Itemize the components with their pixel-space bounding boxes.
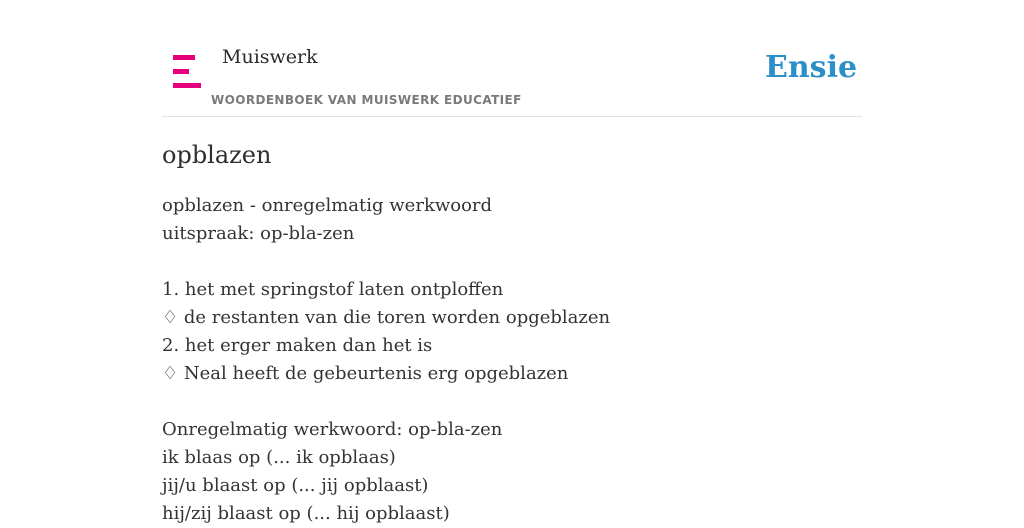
entry-line: ♢ de restanten van die toren worden opgeblazen <box>162 307 611 328</box>
muiswerk-logo-icon[interactable] <box>173 55 201 88</box>
entry-line <box>162 388 862 416</box>
entry-line <box>162 248 862 276</box>
logo-bar-bottom <box>173 83 201 88</box>
entry-line: 2. het erger maken dan het is <box>162 335 433 356</box>
entry-line: opblazen - onregelmatig werkwoord <box>162 195 493 216</box>
page-title: opblazen <box>162 141 272 169</box>
entry-content <box>162 138 862 528</box>
logo-bar-top <box>173 55 195 60</box>
entry-line: jij/u blaast op (... jij opblaast) <box>162 475 429 496</box>
site-header <box>162 0 862 117</box>
entry-line: ♢ Neal heeft de gebeurtenis erg opgeblazen <box>162 363 569 384</box>
logo-bar-middle <box>173 69 189 74</box>
entry-line: Onregelmatig werkwoord: op-bla-zen <box>162 419 503 440</box>
brand-name[interactable]: Muiswerk <box>222 46 318 68</box>
brand-subtitle: WOORDENBOEK VAN MUISWERK EDUCATIEF <box>211 93 522 107</box>
entry-line: hij/zij blaast op (... hij opblaast) <box>162 503 450 524</box>
entry-line: 1. het met springstof laten ontploffen <box>162 279 504 300</box>
entry-body <box>162 192 862 528</box>
ensie-logo[interactable]: Ensie <box>765 50 858 85</box>
entry-line: uitspraak: op-bla-zen <box>162 223 355 244</box>
entry-line: ik blaas op (... ik opblaas) <box>162 447 396 468</box>
